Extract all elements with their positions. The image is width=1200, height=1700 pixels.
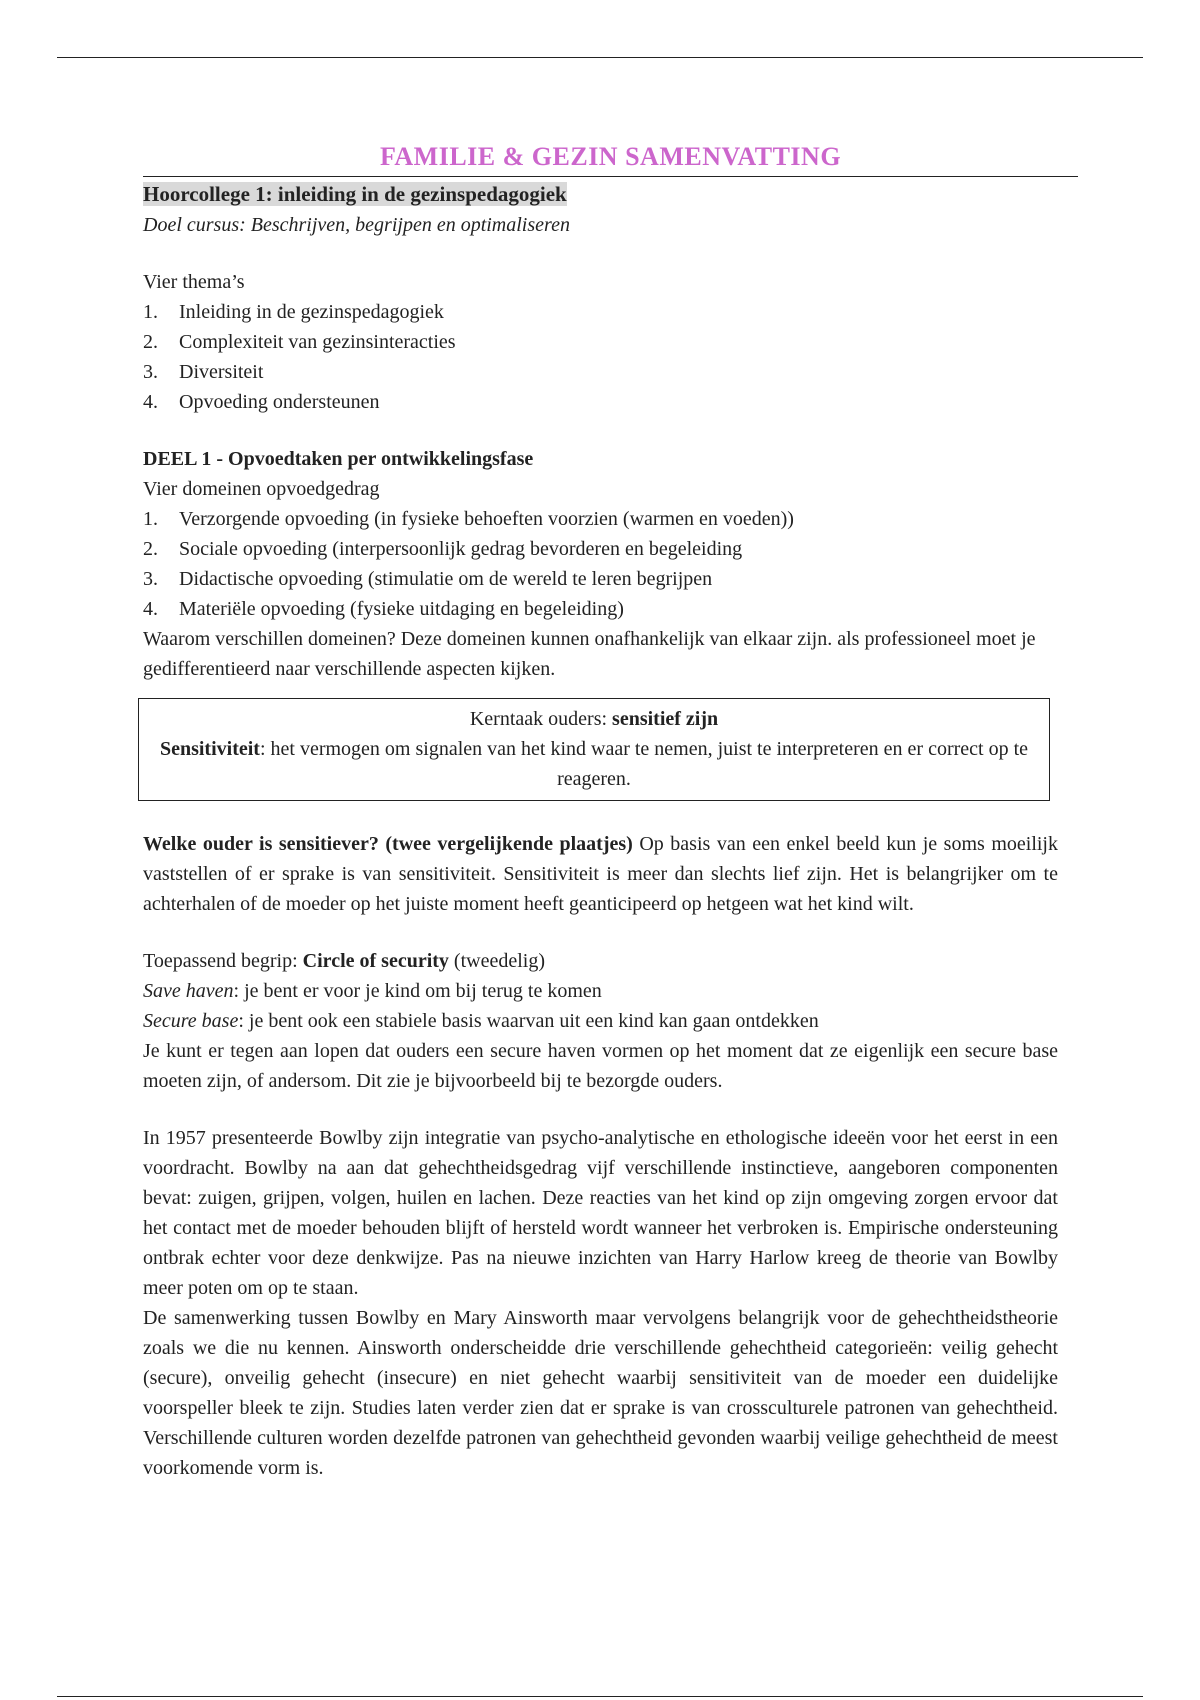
list-item: 2. Complexiteit van gezinsinteracties: [143, 331, 456, 353]
box-definition: Sensitiviteit: het vermogen om signalen van het kind waar te nemen, juist te interpreteren en er correct op te reageren.: [159, 738, 1029, 790]
sensitive-paragraph: Welke ouder is sensitiever? (twee vergelijkende plaatjes) Op basis van een enkel beeld kun je soms moeilijk vaststellen of er sprake is van sensitiviteit. Sensitiviteit is meer dan slechts lief zijn. Het is belangrijker om te achterhalen of de moeder op het juiste moment heeft geanticipeerd op hetgeen wat het kind wilt.: [143, 833, 1058, 915]
list-item: 1. Inleiding in de gezinspedagogiek: [143, 301, 444, 323]
document-page: [143, 140, 1058, 1483]
save-haven-line: Save haven: je bent er voor je kind om bij terug te komen: [143, 980, 602, 1002]
box-line1: Kerntaak ouders: sensitief zijn: [469, 708, 719, 730]
sensitivity-box: [138, 698, 1050, 801]
secure-base-line: Secure base: je bent ook een stabiele basis waarvan uit een kind kan gaan ontdekken: [143, 1010, 819, 1032]
list-item: 4. Opvoeding ondersteunen: [143, 391, 380, 413]
list-item: 3. Diversiteit: [143, 361, 264, 383]
list-item: 1. Verzorgende opvoeding (in fysieke behoeften voorzien (warmen en voeden)): [143, 508, 794, 530]
document-title: FAMILIE & GEZIN SAMENVATTING: [143, 140, 1078, 177]
circle-heading: Toepassend begrip: Circle of security (tweedelig): [143, 950, 545, 972]
top-rule: [57, 57, 1143, 58]
domains-list: [143, 504, 1058, 624]
lecture-heading: Hoorcollege 1: inleiding in de gezinspedagogiek: [143, 182, 567, 206]
deel1-heading: DEEL 1 - Opvoedtaken per ontwikkelingsfase: [143, 448, 534, 470]
list-item: 2. Sociale opvoeding (interpersoonlijk gedrag bevorderen en begeleiding: [143, 538, 743, 560]
themes-intro: Vier thema’s: [143, 271, 245, 293]
themes-list: [143, 297, 1058, 417]
domains-why: Waarom verschillen domeinen? Deze domeinen kunnen onafhankelijk van elkaar zijn. als professioneel moet je gedifferentieerd naar verschillende aspecten kijken.: [143, 628, 1036, 680]
list-item: 4. Materiële opvoeding (fysieke uitdaging en begeleiding): [143, 598, 624, 620]
course-goal: Doel cursus: Beschrijven, begrijpen en optimaliseren: [143, 214, 570, 236]
bowlby-paragraph: In 1957 presenteerde Bowlby zijn integratie van psycho-analytische en ethologische ideeën voor het eerst in een voordracht. Bowlby na aan dat gehechtheidsgedrag vijf verschillende instinctieve, aangeboren componenten bevat: zuigen, grijpen, volgen, huilen en lachen. Deze reacties van het kind op zijn omgeving zorgen ervoor dat het contact met de moeder behouden blijft of hersteld wordt wanneer het verbroken is. Empirische ondersteuning ontbrak echter voor deze denkwijze. Pas na nieuwe inzichten van Harry Harlow kreeg de theorie van Bowlby meer poten om op te staan.: [143, 1127, 1058, 1299]
ainsworth-paragraph: De samenwerking tussen Bowlby en Mary Ainsworth maar vervolgens belangrijk voor de gehechtheidstheorie zoals we die nu kennen. Ainsworth onderscheidde drie verschillende gehechtheid categorieën: veilig gehecht (secure), onveilig gehecht (insecure) en niet gehecht waarbij sensitiviteit van de moeder een duidelijke voorspeller bleek te zijn. Studies laten verder zien dat er sprake is van crossculturele patronen van gehechtheid. Verschillende culturen worden dezelfde patronen van gehechtheid gevonden waarbij veilige gehechtheid de meest voorkomende vorm is.: [143, 1307, 1058, 1479]
bottom-rule: [57, 1696, 1143, 1697]
circle-paragraph: Je kunt er tegen aan lopen dat ouders een secure haven vormen op het moment dat ze eigenlijk een secure base moeten zijn, of andersom. Dit zie je bijvoorbeeld bij te bezorgde ouders.: [143, 1040, 1058, 1092]
domains-intro: Vier domeinen opvoedgedrag: [143, 478, 380, 500]
list-item: 3. Didactische opvoeding (stimulatie om de wereld te leren begrijpen: [143, 568, 713, 590]
